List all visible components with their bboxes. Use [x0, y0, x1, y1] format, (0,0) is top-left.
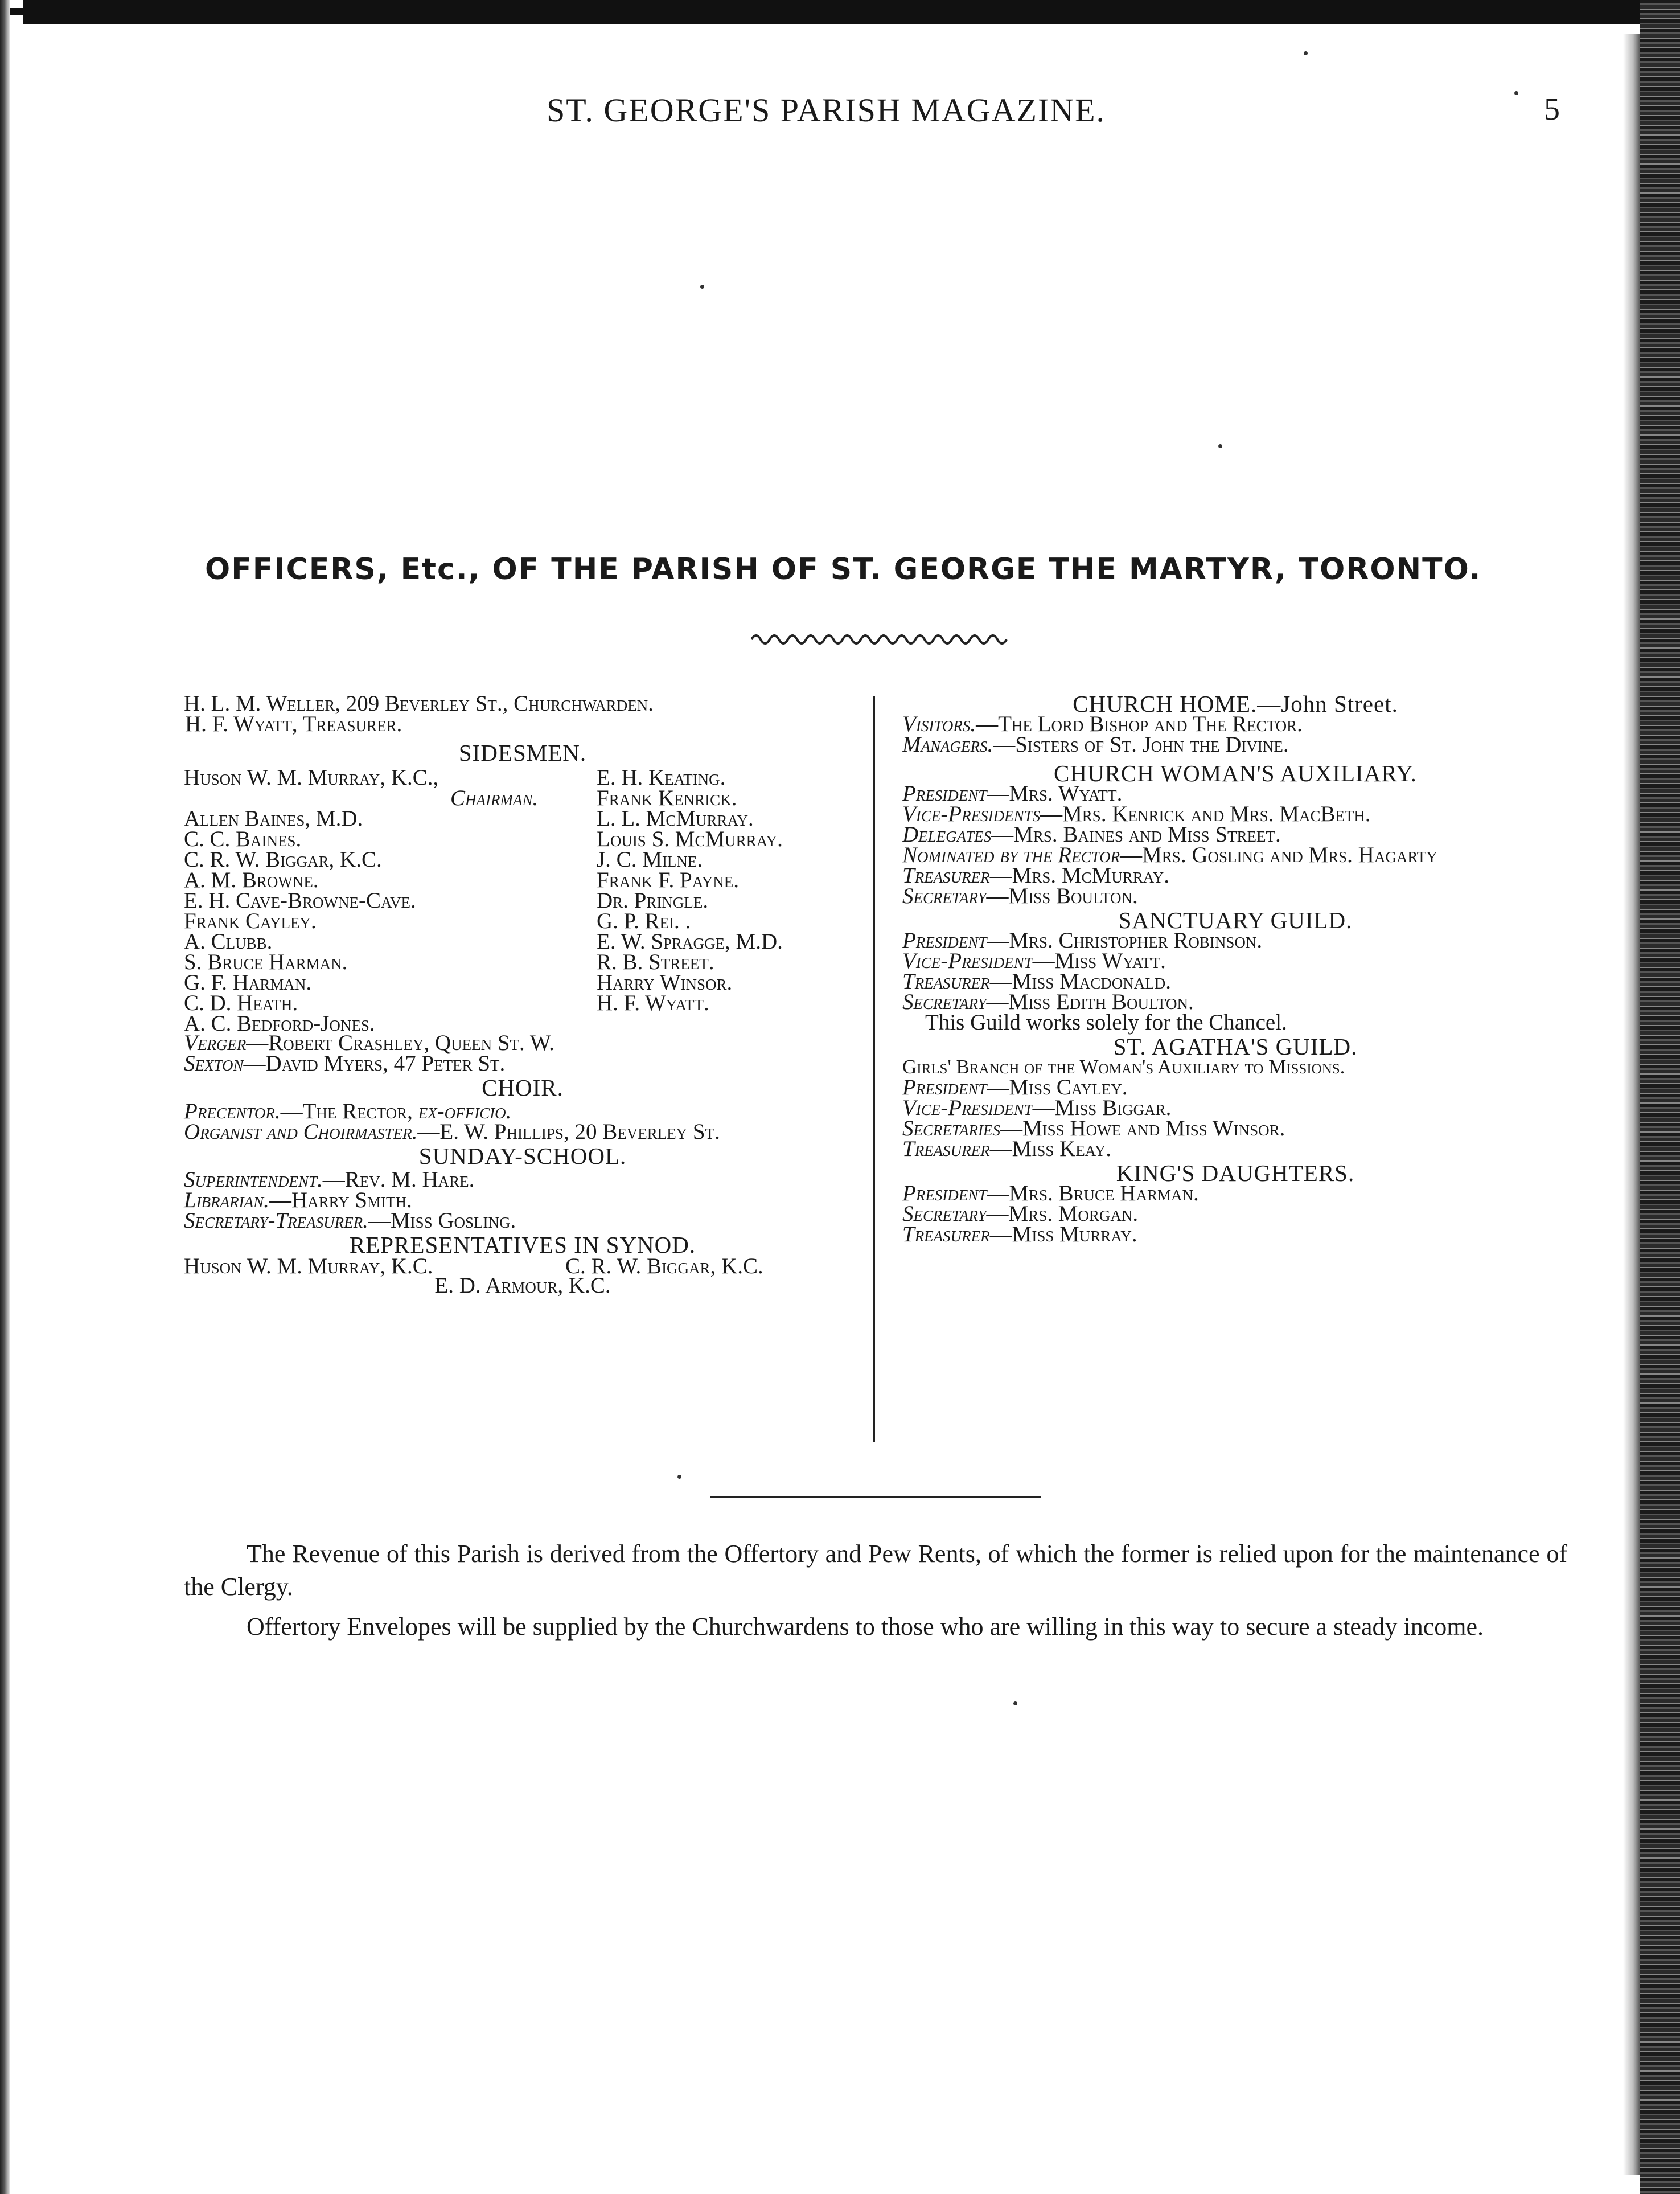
- officer-role: Vice-President: [902, 949, 1033, 973]
- agatha-line: [902, 1098, 1568, 1118]
- sidesmen-row: [184, 888, 861, 913]
- sidesman-name: H. F. Wyatt.: [597, 991, 709, 1015]
- synod-representative: Huson W. M. Murray, K.C.: [184, 1254, 433, 1278]
- sidesman-name: R. B. Street.: [597, 950, 714, 974]
- sidesman-name: Dr. Pringle.: [597, 888, 709, 913]
- officer-name: —Mrs. Christopher Robinson.: [987, 928, 1263, 953]
- precentor-note: ex-officio.: [418, 1099, 512, 1123]
- officer-name: —Mrs. McMurray.: [989, 863, 1170, 888]
- sidesman-name: Louis S. McMurray.: [597, 827, 783, 851]
- officer-role: Vice-President: [902, 1096, 1033, 1120]
- synod-heading: REPRESENTATIVES IN SYNOD.: [349, 1232, 696, 1258]
- sidesmen-row: [184, 868, 861, 892]
- sanctuary-line: [902, 930, 1568, 951]
- sidesman-name: A. M. Browne.: [184, 868, 319, 892]
- officer-name: —Miss Wyatt.: [1032, 949, 1166, 973]
- librarian-value: —Harry Smith.: [269, 1188, 412, 1212]
- scan-right-shadow: [1623, 34, 1640, 2175]
- officer-role: Secretaries: [902, 1116, 1000, 1141]
- scan-left-edge: [0, 0, 10, 2194]
- page-title: OFFICERS, Etc., OF THE PARISH OF ST. GEORGE THE MARTYR, TORONTO.: [205, 552, 1482, 587]
- sanctuary-guild-heading: SANCTUARY GUILD.: [1118, 907, 1353, 933]
- officer-role: President: [902, 781, 987, 806]
- sidesman-name: A. Clubb.: [184, 929, 273, 954]
- left-column: [184, 691, 861, 1298]
- officer-name: —Miss Cayley.: [987, 1075, 1128, 1100]
- sidesmen-row: [184, 806, 861, 831]
- section-rule: [710, 1496, 1041, 1498]
- cwa-line: [902, 822, 1568, 847]
- visitors-label: Visitors.: [902, 712, 976, 736]
- church-home-heading: CHURCH HOME.—John Street.: [1073, 691, 1398, 717]
- sidesman-name: Allen Baines, M.D.: [184, 806, 363, 831]
- officer-role: Treasurer: [902, 969, 990, 994]
- officer-name: —Miss Macdonald.: [989, 969, 1172, 994]
- officer-name: —Miss Biggar.: [1032, 1096, 1172, 1120]
- managers-line: [902, 732, 1568, 757]
- officer-role: Delegates: [902, 822, 992, 847]
- librarian-line: [184, 1190, 861, 1211]
- officer-role: Secretary: [902, 884, 987, 908]
- sidesmen-row: [184, 970, 861, 995]
- scan-top-border: [23, 0, 1662, 24]
- sidesman-name: E. H. Cave-Browne-Cave.: [184, 888, 416, 913]
- verger-value: —Robert Crashley, Queen St. W.: [246, 1031, 554, 1055]
- verger-line: [184, 1033, 861, 1053]
- kings-line: [902, 1224, 1568, 1245]
- cwa-line: [902, 804, 1568, 825]
- visitors-line: [902, 714, 1568, 735]
- kings-line: [902, 1183, 1568, 1204]
- treasurer-line: H. F. Wyatt, Treasurer.: [185, 712, 402, 736]
- sidesman-name: C. R. W. Biggar, K.C.: [184, 847, 382, 872]
- sanctuary-line: [902, 951, 1568, 971]
- sanctuary-line: [902, 992, 1568, 1012]
- sidesmen-row: [184, 950, 861, 974]
- right-column: [902, 691, 1568, 1246]
- sexton-line: [184, 1053, 861, 1074]
- sidesman-name: S. Bruce Harman.: [184, 950, 348, 974]
- chairman-label: Chairman.: [450, 786, 539, 810]
- revenue-paragraph: The Revenue of this Parish is derived from the Offertory and Pew Rents, of which the former is relied upon for the maintenance of the Clergy.: [184, 1540, 1567, 1601]
- organist-line: [184, 1119, 861, 1144]
- officer-role: Secretary: [902, 990, 987, 1014]
- sidesmen-row: [184, 827, 861, 851]
- kings-line: [902, 1201, 1568, 1226]
- sidesman-name: L. L. McMurray.: [597, 806, 754, 831]
- sidesmen-row: [184, 1011, 861, 1036]
- cwa-line: [902, 886, 1568, 907]
- officer-role: Secretary: [902, 1201, 987, 1226]
- cwa-heading: CHURCH WOMAN'S AUXILIARY.: [1054, 760, 1417, 786]
- sidesmen-row: [184, 991, 861, 1015]
- managers-label: Managers.: [902, 732, 993, 757]
- sidesmen-row: [184, 765, 861, 790]
- st-agathas-heading: ST. AGATHA'S GUILD.: [1113, 1034, 1358, 1060]
- speck: [700, 285, 704, 289]
- synod-representative: C. R. W. Biggar, K.C.: [565, 1254, 763, 1278]
- officer-name: —Mrs. Kenrick and Mrs. MacBeth.: [1040, 802, 1371, 826]
- precentor-value: —The Rector,: [280, 1099, 418, 1123]
- sidesmen-row: [184, 786, 861, 810]
- officer-role: Vice-Presidents: [902, 802, 1041, 826]
- page-number: 5: [1544, 92, 1560, 127]
- officer-role: Nominated by the Rector: [902, 843, 1120, 867]
- sidesmen-row: [184, 909, 861, 933]
- officer-name: —Miss Murray.: [989, 1222, 1137, 1246]
- visitors-value: —The Lord Bishop and The Rector.: [976, 712, 1303, 736]
- sidesman-name: G. F. Harman.: [184, 970, 312, 995]
- sidesman-name: Frank Cayley.: [184, 909, 317, 933]
- managers-value: —Sisters of St. John the Divine.: [993, 732, 1289, 757]
- officer-role: Treasurer: [902, 1222, 990, 1246]
- sidesman-name: C. C. Baines.: [184, 827, 302, 851]
- officer-role: President: [902, 1181, 987, 1205]
- sec-treasurer-label: Secretary-Treasurer.: [184, 1208, 368, 1233]
- synod-representative: E. D. Armour, K.C.: [434, 1273, 611, 1298]
- st-agathas-subheading: Girls' Branch of the Woman's Auxiliary to Missions.: [902, 1056, 1345, 1078]
- sec-treasurer-value: —Miss Gosling.: [368, 1208, 516, 1233]
- superintendent-value: —Rev. M. Hare.: [322, 1167, 475, 1192]
- sexton-label: Sexton: [184, 1051, 244, 1076]
- officer-name: —Mrs. Baines and Miss Street.: [991, 822, 1281, 847]
- running-header: ST. GEORGE'S PARISH MAGAZINE.: [547, 92, 1106, 129]
- officer-name: —Miss Keay.: [989, 1137, 1112, 1161]
- column-divider: [873, 696, 875, 1442]
- speck: [677, 1475, 681, 1479]
- speck: [1013, 1701, 1017, 1705]
- sidesman-name: C. D. Heath.: [184, 991, 298, 1015]
- sidesmen-row: [184, 929, 861, 954]
- officer-role: President: [902, 928, 987, 953]
- sidesmen-row: [184, 847, 861, 872]
- officer-role: President: [902, 1075, 987, 1100]
- organist-value: —E. W. Phillips, 20 Beverley St.: [417, 1119, 720, 1144]
- officer-name: —Mrs. Wyatt.: [987, 781, 1123, 806]
- sidesmen-heading: SIDESMEN.: [458, 740, 587, 766]
- agatha-line: [902, 1077, 1568, 1098]
- agatha-line: [902, 1139, 1568, 1159]
- sidesman-name: J. C. Milne.: [597, 847, 703, 872]
- wavy-ornament: [751, 631, 1013, 648]
- sidesman-name: A. C. Bedford-Jones.: [184, 1011, 375, 1036]
- speck: [1218, 444, 1222, 448]
- officer-name: —Miss Howe and Miss Winsor.: [1000, 1116, 1285, 1141]
- officer-role: Treasurer: [902, 1137, 990, 1161]
- sunday-school-heading: SUNDAY-SCHOOL.: [418, 1143, 627, 1169]
- sexton-value: —David Myers, 47 Peter St.: [243, 1051, 506, 1076]
- officer-name: —Mrs. Bruce Harman.: [987, 1181, 1199, 1205]
- sidesman-name: Frank Kenrick.: [597, 786, 737, 810]
- organist-label: Organist and Choirmaster.: [184, 1119, 418, 1144]
- superintendent-line: [184, 1167, 861, 1192]
- sidesman-name: Huson W. M. Murray, K.C.,: [184, 765, 439, 790]
- officer-name: —Miss Edith Boulton.: [986, 990, 1194, 1014]
- verger-label: Verger: [184, 1031, 247, 1055]
- envelopes-paragraph: Offertory Envelopes will be supplied by the Churchwardens to those who are willing in this way to secure a steady income.: [247, 1613, 1484, 1641]
- scan-right-edge: [1640, 0, 1680, 2194]
- kings-daughters-heading: KING'S DAUGHTERS.: [1116, 1160, 1355, 1186]
- sanctuary-note: This Guild works solely for the Chancel.: [925, 1010, 1287, 1035]
- precentor-line: [184, 1101, 861, 1122]
- sanctuary-line: [902, 971, 1568, 992]
- sidesman-name: Harry Winsor.: [597, 970, 733, 995]
- sidesman-name: Frank F. Payne.: [597, 868, 739, 892]
- officer-role: Treasurer: [902, 863, 990, 888]
- precentor-label: Precentor.: [184, 1099, 281, 1123]
- officer-name: —Mrs. Gosling and Mrs. Hagarty: [1120, 843, 1437, 867]
- sec-treasurer-line: [184, 1208, 861, 1233]
- cwa-line: [902, 863, 1568, 888]
- churchwarden-line: H. L. M. Weller, 209 Beverley St., Churchwarden.: [184, 691, 654, 716]
- officer-name: —Miss Boulton.: [986, 884, 1138, 908]
- officer-name: —Mrs. Morgan.: [986, 1201, 1139, 1226]
- sidesman-name: E. W. Spragge, M.D.: [597, 929, 783, 954]
- cwa-line: [902, 845, 1568, 866]
- speck: [1304, 51, 1308, 55]
- cwa-line: [902, 781, 1568, 806]
- superintendent-label: Superintendent.: [184, 1167, 323, 1192]
- agatha-line: [902, 1118, 1568, 1139]
- sidesman-name: E. H. Keating.: [597, 765, 726, 790]
- choir-heading: CHOIR.: [482, 1075, 564, 1101]
- librarian-label: Librarian.: [184, 1188, 269, 1212]
- synod-row: [184, 1255, 861, 1276]
- speck: [1514, 91, 1518, 95]
- sidesman-name: G. P. Rei. .: [597, 909, 691, 933]
